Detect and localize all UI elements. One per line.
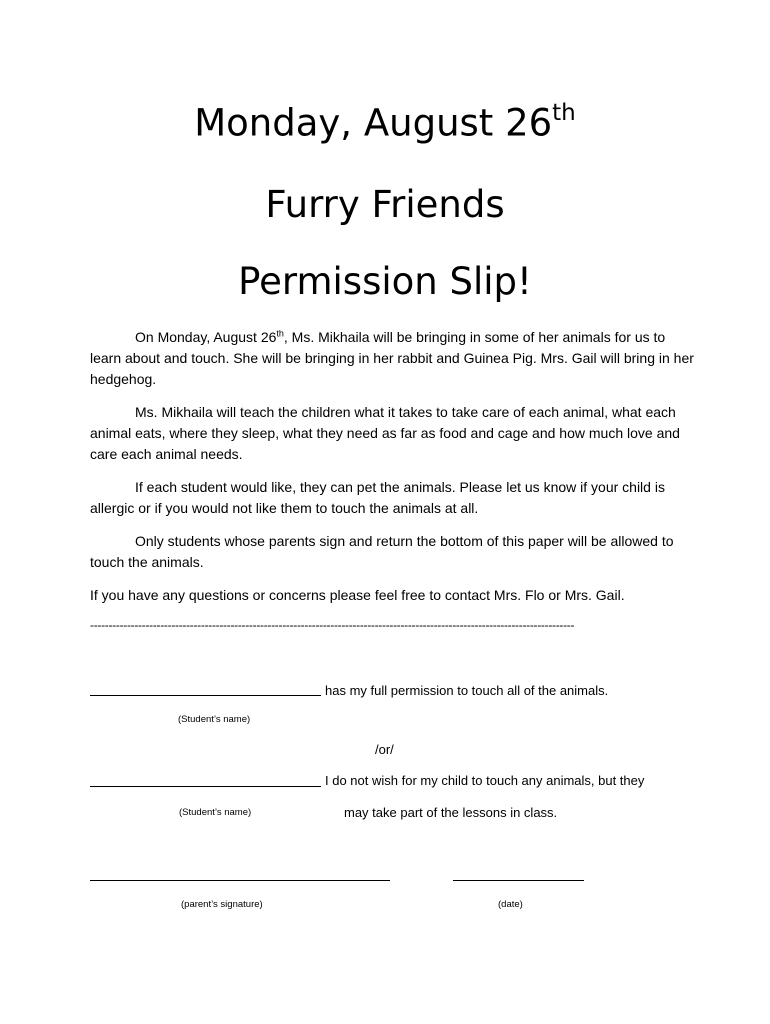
paragraph-petting: [90, 477, 700, 519]
parent-signature-label: (parent’s signature): [181, 899, 263, 910]
paragraph-teaching-text: Ms. Mikhaila will teach the children what it takes to take care of each animal, what each animal eats, where they sleep, what they need as far as food and cage and how much love and care each animal needs.: [90, 404, 680, 462]
title-permission-slip: Permission Slip!: [238, 260, 532, 303]
paragraph-signature-requirement: [90, 531, 700, 573]
paragraph-signature-requirement-text: Only students whose parents sign and return the bottom of this paper will be allowed to touch the animals.: [90, 533, 674, 570]
paragraph-intro-rest: , Ms. Mikhaila will be bringing in some of her animals for us to learn about and touch. She will be bringing in her rabbit and Guinea Pig. Mrs. Gail will bring in her hedgehog.: [90, 329, 694, 387]
student-name-label-1: (Student’s name): [178, 714, 251, 725]
or-divider-text: /or/: [375, 742, 394, 757]
option-no-touch-text-line1: I do not wish for my child to touch any animals, but they: [325, 773, 645, 788]
paragraph-intro-start: On Monday, August 26: [135, 329, 277, 345]
student-name-line-1[interactable]: [90, 695, 321, 696]
parent-signature-line[interactable]: [90, 880, 390, 881]
paragraph-contact: If you have any questions or concerns please feel free to contact Mrs. Flo or Mrs. Gail.: [90, 587, 625, 603]
date-label: (date): [498, 899, 523, 910]
option-full-permission-text: has my full permission to touch all of the animals.: [325, 683, 609, 698]
title-furry-friends: Furry Friends: [265, 183, 505, 226]
cut-line-separator: -----------------------------------------------------------------------------------------------------------------------------------: [90, 618, 575, 632]
paragraph-intro: [90, 327, 700, 390]
paragraph-petting-text: If each student would like, they can pet the animals. Please let us know if your child is allergic or if you would not like them to touch the animals at all.: [90, 479, 665, 516]
paragraph-intro-suffix: th: [276, 328, 284, 339]
title-date: [0, 100, 770, 145]
date-line[interactable]: [453, 880, 584, 881]
title-date-suffix: th: [552, 100, 576, 126]
option-no-touch-text-line2: may take part of the lessons in class.: [344, 805, 558, 820]
title-date-text: Monday, August 26: [194, 101, 553, 145]
student-name-label-2: (Student’s name): [179, 807, 252, 818]
paragraph-teaching: [90, 402, 700, 465]
student-name-line-2[interactable]: [90, 786, 321, 787]
